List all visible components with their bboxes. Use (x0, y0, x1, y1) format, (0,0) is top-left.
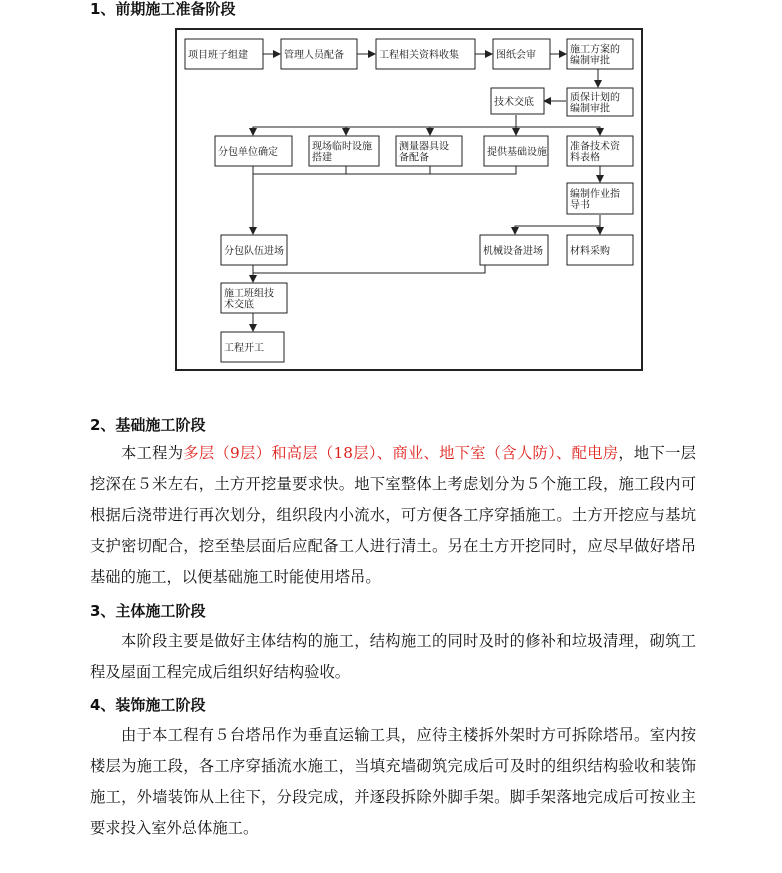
flow-node-label: 术交底 (224, 299, 254, 311)
section-2-body (90, 438, 696, 593)
flow-node-n8 (215, 136, 292, 166)
flow-node-label: 施工方案的 (570, 44, 620, 56)
flow-node-label: 机械设备进场 (483, 246, 543, 257)
section-4-body: 由于本工程有５台塔吊作为垂直运输工具，应待主楼拆外架时方可拆除塔吊。室内按楼层为施工段，各工序穿插流水施工，当填充墙砌筑完成后可及时的组织结构验收和装饰施工，外墙装饰从上往下，分段完成，并逐段拆除外脚手架。脚手架落地完成后可按业主要求投入室外总体施工。 (90, 726, 696, 837)
edge-n6-n8 (253, 115, 516, 135)
edge-merge-n9 (253, 166, 346, 174)
flowchart (0, 0, 782, 400)
flow-node-label: 施工班组技 (224, 288, 274, 300)
flow-node-n5 (567, 39, 633, 69)
section-3-heading: 3、主体施工阶段 (90, 602, 206, 620)
flow-node-n2 (281, 39, 357, 69)
edge-merge-n10 (346, 166, 430, 174)
flow-node-n10 (396, 136, 462, 166)
flow-node-label: 提供基础设施 (487, 147, 547, 158)
flow-node-label: 导书 (570, 200, 590, 211)
section-1-heading: 1、前期施工准备阶段 (90, 0, 236, 18)
edge-n13-n15 (515, 215, 600, 234)
flow-node-label: 分包队伍进场 (224, 246, 284, 257)
flow-node-n15 (480, 235, 548, 265)
flow-node-label: 编制审批 (570, 103, 610, 115)
flow-node-label: 材料采购 (570, 246, 610, 257)
flow-node-label: 管理人员配备 (284, 50, 344, 61)
flow-node-label: 搭建 (312, 152, 332, 164)
flow-node-label: 编制审批 (570, 55, 610, 67)
flow-node-n1 (185, 39, 263, 69)
section-2-rest: ，地下一层挖深在５米左右，土方开挖量要求快。地下室整体上考虑划分为５个施工段，施工段内可根据后浇带进行再次划分，组织段内小流水，可方便各工序穿插施工。土方开挖应与基坑支护密切配合，挖至垫层面后应配备工人进行清土。另在土方开挖同时，应尽早做好塔吊基础的施工，以便基础施工时能使用塔吊。 (90, 444, 696, 586)
flow-node-label: 料表格 (570, 152, 600, 164)
section-2-intro-prefix: 本工程为 (121, 444, 184, 462)
flow-node-label: 测量器具设 (399, 141, 449, 153)
edge-n6-n12 (516, 127, 600, 135)
flow-node-label: 工程开工 (224, 343, 264, 354)
flow-node-label: 准备技术资 (570, 141, 620, 153)
flow-node-label: 分包单位确定 (218, 147, 278, 158)
section-3-body: 本阶段主要是做好主体结构的施工，结构施工的同时及时的修补和垃圾清理，砌筑工程及屋面工程完成后组织好结构验收。 (90, 632, 696, 681)
flow-node-label: 图纸会审 (496, 50, 536, 61)
flow-node-label: 技术交底 (494, 97, 534, 108)
flow-node-label: 现场临时设施 (312, 141, 372, 153)
flow-node-n16 (567, 235, 633, 265)
flow-node-label: 项目班子组建 (188, 50, 248, 61)
flow-node-n7 (567, 88, 633, 116)
flow-node-label: 编制作业指 (570, 189, 620, 200)
flow-node-n12 (567, 136, 633, 166)
flow-node-label: 工程相关资料收集 (379, 50, 459, 61)
flow-node-n14 (221, 235, 287, 265)
section-2-heading: 2、基础施工阶段 (90, 416, 206, 434)
flow-node-label: 质保计划的 (570, 92, 620, 104)
flow-node-n11 (484, 136, 548, 166)
flow-node-n4 (493, 39, 550, 69)
flow-node-n13 (567, 183, 633, 214)
edge-merge-n11 (430, 166, 516, 174)
flow-node-label: 备配备 (399, 152, 429, 164)
flow-node-n6 (491, 88, 544, 114)
edge-n15-n14 (253, 257, 485, 273)
flow-node-n3 (376, 39, 475, 69)
section-4-heading: 4、装饰施工阶段 (90, 696, 206, 714)
flow-node-n17 (221, 283, 287, 313)
flow-node-n9 (309, 136, 379, 166)
flow-node-n18 (221, 332, 284, 362)
section-2-highlight: 多层（9层）和高层（18层）、商业、地下室（含人防）、配电房 (183, 444, 619, 462)
